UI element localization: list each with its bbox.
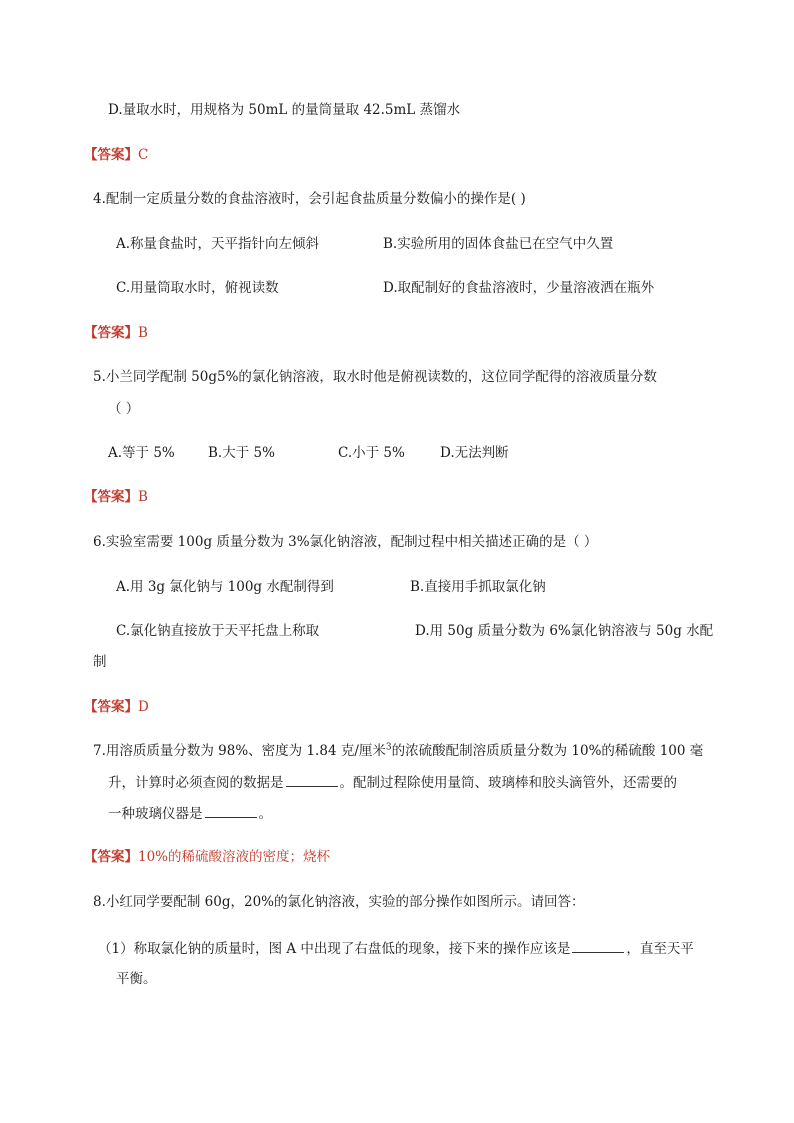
- answer-tag: 【答案】: [84, 325, 138, 341]
- q7-stem-part2: 的浓硫酸配制溶质质量分数为 10%的稀硫酸 100 毫: [391, 743, 704, 759]
- answer-tag: 【答案】: [84, 147, 138, 163]
- q7-line3: [108, 803, 272, 824]
- q7-superscript: 3: [385, 742, 392, 753]
- q7-line3-b: 。: [258, 806, 272, 822]
- answer-value: B: [138, 489, 148, 505]
- q8-sub1-cont: 平衡。: [116, 971, 157, 987]
- q3-option-d: D.量取水时，用规格为 50mL 的量筒量取 42.5mL 蒸馏水: [108, 102, 461, 118]
- answer-value: C: [138, 147, 149, 163]
- q7-line3-a: 一种玻璃仪器是: [108, 806, 203, 822]
- q6-option-d: D.用 50g 质量分数为 6%氯化钠溶液与 50g 水配: [415, 623, 714, 639]
- q8-sub1-a: （1）称取氯化钠的质量时，图 A 中出现了右盘低的现象，接下来的操作应该是: [98, 941, 571, 957]
- answer-tag: 【答案】: [84, 699, 138, 715]
- q8-sub1: [98, 938, 694, 959]
- q4-option-c: C.用量筒取水时，俯视读数: [116, 280, 279, 296]
- q3-answer: [84, 145, 148, 165]
- q7-line2-a: 升，计算时必须查阅的数据是: [108, 775, 284, 791]
- answer-value: B: [138, 325, 148, 341]
- q8-sub1-b: ，直至天平: [626, 941, 694, 957]
- q7-stem: [93, 741, 703, 761]
- q5-answer: [84, 487, 148, 507]
- q7-answer: [84, 847, 330, 867]
- q6-option-d-cont: 制: [93, 654, 107, 670]
- answer-blank[interactable]: [205, 803, 257, 818]
- answer-tag: 【答案】: [84, 489, 138, 505]
- q6-option-a: A.用 3g 氯化钠与 100g 水配制得到: [116, 579, 334, 595]
- answer-tag: 【答案】: [84, 849, 138, 865]
- q4-option-d: D.取配制好的食盐溶液时，少量溶液洒在瓶外: [383, 280, 655, 296]
- q4-answer: [84, 323, 148, 343]
- q8-stem: 8.小红同学要配制 60g，20%的氯化钠溶液，实验的部分操作如图所示。请回答：: [93, 894, 585, 910]
- q5-option-d: D.无法判断: [440, 445, 509, 461]
- answer-blank[interactable]: [286, 772, 338, 787]
- q6-stem: 6.实验室需要 100g 质量分数为 3%氯化钠溶液，配制过程中相关描述正确的是（ ）: [93, 534, 598, 550]
- q5-paren: （ ）: [108, 401, 140, 417]
- answer-blank[interactable]: [572, 938, 624, 953]
- q6-answer: [84, 697, 149, 717]
- q5-stem: 5.小兰同学配制 50g5%的氯化钠溶液，取水时他是俯视读数的，这位同学配得的溶液质量分数: [93, 369, 657, 385]
- q7-line2: [108, 772, 677, 793]
- q4-option-b: B.实验所用的固体食盐已在空气中久置: [383, 236, 614, 252]
- q6-option-c: C.氯化钠直接放于天平托盘上称取: [116, 623, 320, 639]
- q7-line2-b: 。配制过程除使用量筒、玻璃棒和胶头滴管外，还需要的: [339, 775, 677, 791]
- q5-option-b: B.大于 5%: [208, 445, 275, 461]
- answer-value: 10%的稀硫酸溶液的密度；烧杯: [138, 849, 331, 865]
- q4-option-a: A.称量食盐时，天平指针向左倾斜: [116, 236, 320, 252]
- q4-stem: 4.配制一定质量分数的食盐溶液时，会引起食盐质量分数偏小的操作是( ): [93, 191, 526, 207]
- q6-option-b: B.直接用手抓取氯化钠: [410, 579, 546, 595]
- answer-value: D: [138, 699, 149, 715]
- q5-option-c: C.小于 5%: [338, 445, 405, 461]
- q7-stem-part1: 7.用溶质质量分数为 98%、密度为 1.84 克/厘米: [93, 743, 386, 759]
- q5-option-a: A.等于 5%: [108, 445, 175, 461]
